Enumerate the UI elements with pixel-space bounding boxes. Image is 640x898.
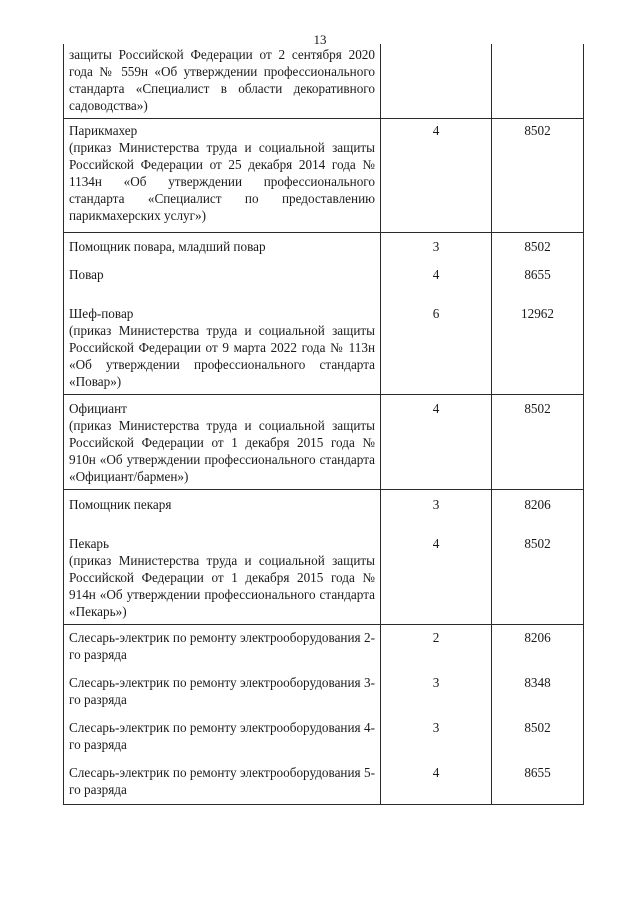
profession-cell	[64, 490, 381, 625]
table-row	[64, 44, 584, 119]
salary-value: 8206	[524, 630, 551, 645]
qualification-level-cell	[381, 395, 492, 490]
qualification-level: 4	[432, 401, 440, 416]
qualification-level: 3	[432, 239, 440, 254]
salary-value: 8206	[524, 497, 551, 512]
profession-description: Слесарь-электрик по ремонту электрооборудования 3-го разряда	[69, 675, 375, 707]
qualification-level-cell	[381, 44, 492, 119]
profession-title: Помощник повара, младший повар	[69, 239, 266, 254]
profession-entry	[69, 496, 375, 513]
qualification-level-cell	[381, 119, 492, 233]
salary-cell	[492, 44, 584, 119]
profession-title: Официант	[69, 401, 127, 416]
profession-description: Слесарь-электрик по ремонту электрооборудования 2-го разряда	[69, 630, 375, 662]
profession-description: (приказ Министерства труда и социальной защиты Российской Федерации от 25 декабря 2014 года № 1134н «Об утверждении профессионального стандарта «Специалист по предоставлению парикмахерских услуг»)	[69, 140, 375, 223]
qualification-salary-table	[63, 44, 584, 805]
qualification-level: 3	[432, 675, 440, 690]
table-row	[64, 625, 584, 805]
profession-entry	[69, 764, 375, 798]
profession-cell	[64, 625, 381, 805]
profession-entry	[69, 719, 375, 753]
salary-value: 8502	[524, 536, 551, 551]
salary-value: 8502	[524, 123, 551, 138]
page-number: 13	[313, 32, 327, 47]
salary-cell	[492, 395, 584, 490]
salary-value: 8655	[524, 267, 551, 282]
profession-cell	[64, 395, 381, 490]
salary-cell	[492, 233, 584, 395]
profession-title: Пекарь	[69, 536, 110, 551]
salary-value	[497, 46, 578, 114]
profession-description: (приказ Министерства труда и социальной защиты Российской Федерации от 1 декабря 2015 года № 910н «Об утверждении профессионального стандарта «Официант/бармен»)	[69, 418, 375, 484]
qualification-level-cell	[381, 490, 492, 625]
table-row	[64, 490, 584, 625]
table-row	[64, 233, 584, 395]
salary-cell	[492, 625, 584, 805]
qualification-level-cell	[381, 625, 492, 805]
qualification-level: 3	[432, 720, 440, 735]
profession-entry	[69, 305, 375, 390]
profession-cell	[64, 233, 381, 395]
table-row	[64, 395, 584, 490]
qualification-level: 4	[432, 536, 440, 551]
qualification-level: 4	[432, 267, 440, 282]
qualification-level: 3	[432, 497, 440, 512]
profession-entry	[69, 674, 375, 708]
profession-entry	[69, 46, 375, 114]
salary-cell	[492, 490, 584, 625]
salary-value: 8655	[524, 765, 551, 780]
qualification-level: 4	[432, 765, 440, 780]
profession-entry	[69, 629, 375, 663]
salary-cell	[492, 119, 584, 233]
qualification-level: 6	[432, 306, 440, 321]
salary-value: 8502	[524, 720, 551, 735]
table-body	[64, 44, 584, 805]
profession-entry	[69, 122, 375, 224]
qualification-level	[386, 46, 486, 114]
qualification-level-cell	[381, 233, 492, 395]
salary-value: 8502	[524, 401, 551, 416]
salary-value: 12962	[521, 306, 554, 321]
profession-cell	[64, 44, 381, 119]
profession-cell	[64, 119, 381, 233]
profession-description: защиты Российской Федерации от 2 сентября 2020 года № 559н «Об утверждении профессионального стандарта «Специалист в области декоративного садоводства»)	[69, 47, 375, 113]
salary-value: 8348	[524, 675, 551, 690]
qualification-level: 2	[432, 630, 440, 645]
profession-title: Парикмахер	[69, 123, 138, 138]
profession-description: Слесарь-электрик по ремонту электрооборудования 5-го разряда	[69, 765, 375, 797]
profession-title: Шеф-повар	[69, 306, 134, 321]
qualification-level: 4	[432, 123, 440, 138]
salary-value: 8502	[524, 239, 551, 254]
profession-entry	[69, 266, 375, 283]
profession-description: (приказ Министерства труда и социальной защиты Российской Федерации от 9 марта 2022 года № 113н «Об утверждении профессионального стандарта «Повар»)	[69, 323, 375, 389]
table-row	[64, 119, 584, 233]
profession-entry	[69, 400, 375, 485]
profession-title: Повар	[69, 267, 104, 282]
profession-entry	[69, 238, 375, 255]
profession-description: Слесарь-электрик по ремонту электрооборудования 4-го разряда	[69, 720, 375, 752]
profession-description: (приказ Министерства труда и социальной защиты Российской Федерации от 1 декабря 2015 года № 914н «Об утверждении профессионального стандарта «Пекарь»)	[69, 553, 375, 619]
profession-entry	[69, 535, 375, 620]
profession-title: Помощник пекаря	[69, 497, 172, 512]
